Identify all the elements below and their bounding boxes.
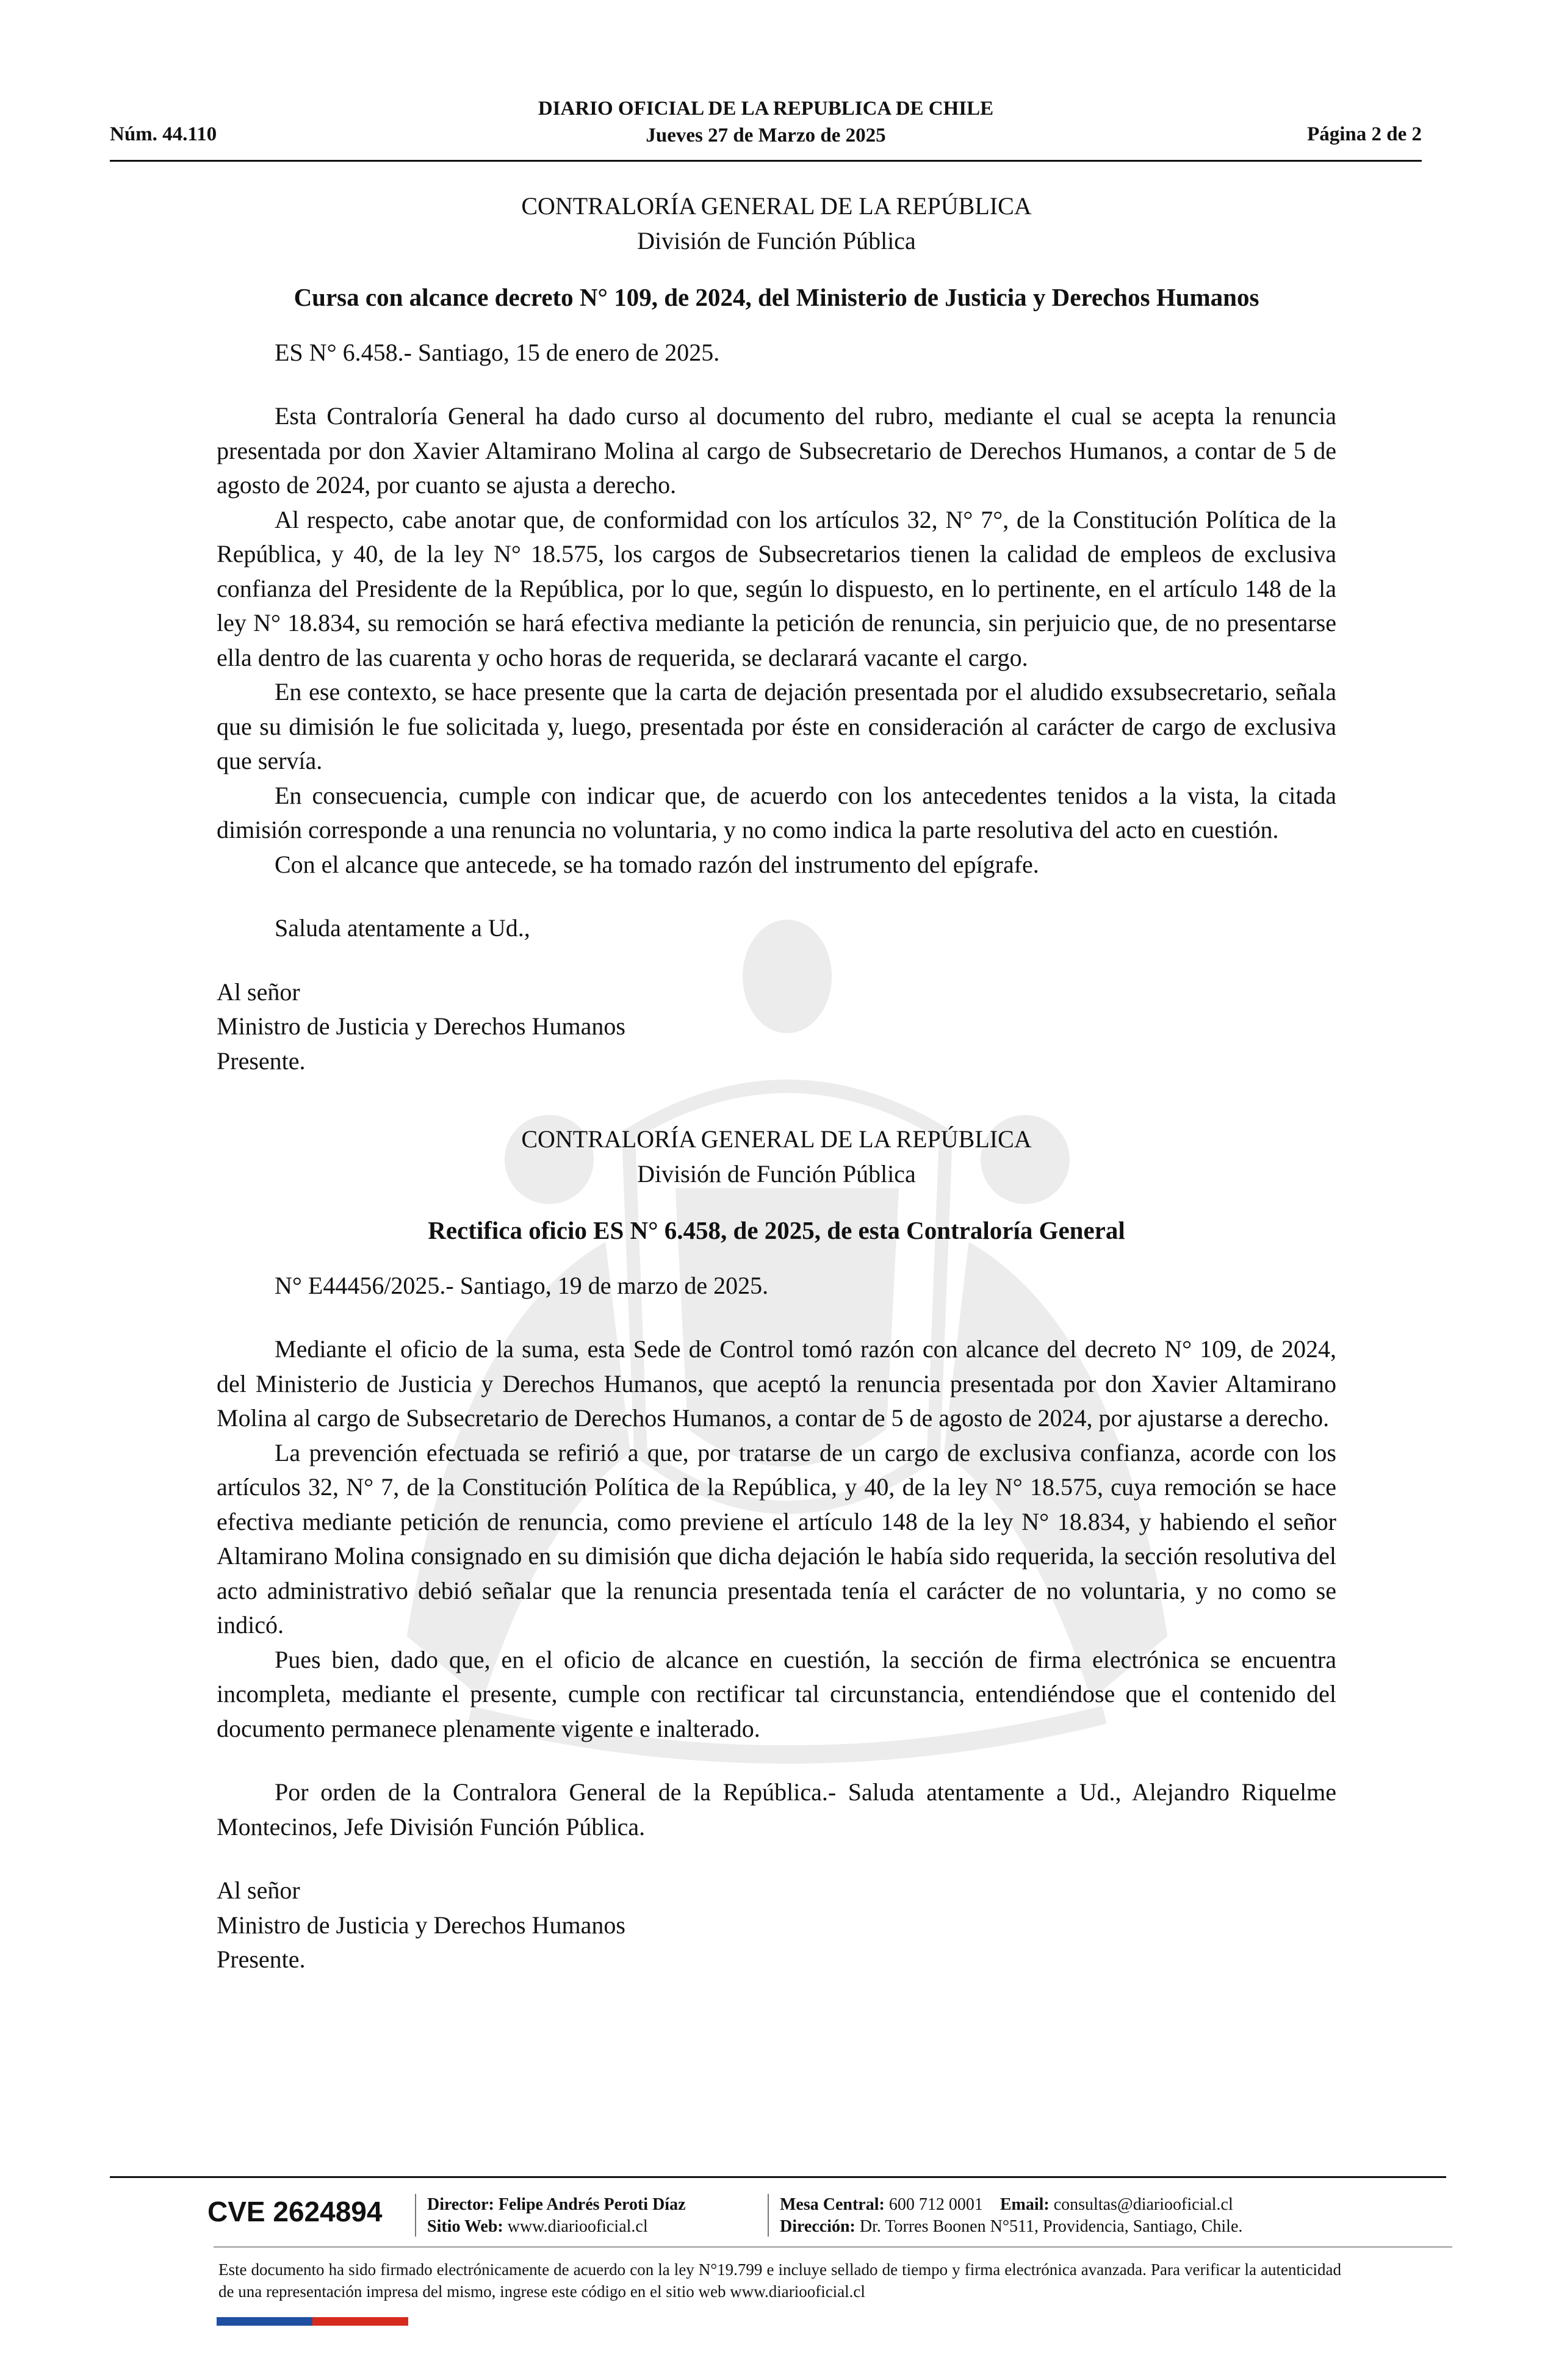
flag-blue-segment	[217, 2317, 312, 2326]
issue-number: Núm. 44.110	[110, 123, 217, 145]
addressee-line: Ministro de Justicia y Derechos Humanos	[217, 1012, 625, 1040]
closing-salutation: Por orden de la Contralora General de la República.- Saluda atentamente a Ud., Alejandro Riquelme Montecinos, Jefe División Función Pública.	[217, 1778, 1336, 1841]
main-content	[217, 189, 1336, 1977]
director-name: Felipe Andrés Peroti Díaz	[498, 2195, 686, 2214]
addressee-line: Al señor	[217, 1877, 300, 1904]
flag-red-segment	[312, 2317, 408, 2326]
document-section-2	[217, 1122, 1336, 1977]
body-paragraph: Esta Contraloría General ha dado curso al documento del rubro, mediante el cual se acepta la renuncia presentada por don Xavier Altamirano Molina al cargo de Subsecretario de Derechos Humanos, a contar de 5 de agosto de 2024, por cuanto se ajusta a derecho.	[217, 402, 1336, 499]
org-name: CONTRALORÍA GENERAL DE LA REPÚBLICA	[521, 1125, 1032, 1153]
division-name: División de Función Pública	[637, 1159, 916, 1188]
document-body	[217, 399, 1336, 882]
address-label: Dirección:	[780, 2217, 855, 2236]
document-reference: ES N° 6.458.- Santiago, 15 de enero de 2025.	[275, 338, 720, 366]
addressee-line: Presente.	[217, 1047, 306, 1075]
contact-info	[780, 2194, 1242, 2238]
body-paragraph: Mediante el oficio de la suma, esta Sede de Control tomó razón con alcance del decreto N° 109, de 2024, del Ministerio de Justicia y Derechos Humanos, que aceptó la renuncia presentada por don Xavier Altamirano Molina al cargo de Subsecretario de Derechos Humanos, a contar de 5 de agosto de 2024, por ajustarse a derecho.	[217, 1335, 1336, 1432]
division-name: División de Función Pública	[637, 226, 916, 254]
flag-stripe	[217, 2317, 408, 2326]
footer-info-row	[110, 2178, 1446, 2246]
footer-separator	[415, 2194, 416, 2237]
addressee-line: Al señor	[217, 978, 300, 1006]
publication-date: Jueves 27 de Marzo de 2025	[646, 124, 886, 146]
page-footer	[110, 2176, 1446, 2302]
mesa-label: Mesa Central:	[780, 2195, 885, 2214]
body-paragraph: En consecuencia, cumple con indicar que, de acuerdo con los antecedentes tenidos a la vista, la citada dimisión corresponde a una renuncia no voluntaria, y no como indica la parte resolutiva del acto en cuestión.	[217, 781, 1336, 843]
mesa-phone: 600 712 0001	[888, 2195, 983, 2214]
closing-salutation: Saluda atentamente a Ud.,	[275, 914, 530, 942]
email-link[interactable]: consultas@diariooficial.cl	[1053, 2195, 1233, 2214]
publication-name: DIARIO OFICIAL DE LA REPUBLICA DE CHILE	[538, 98, 994, 120]
document-reference: N° E44456/2025.- Santiago, 19 de marzo de 2025.	[275, 1271, 769, 1299]
signature-note: Este documento ha sido firmado electrónicamente de acuerdo con la ley N°19.799 e incluye sellado de tiempo y firma electrónica avanzada. Para verificar la autenticidad de una representación impresa del mismo, ingrese este código en el sitio web www.diariooficial.cl	[218, 2260, 1341, 2301]
document-title: Cursa con alcance decreto N° 109, de 2024, del Ministerio de Justicia y Derechos Humanos	[294, 283, 1259, 311]
body-paragraph: Al respecto, cabe anotar que, de conformidad con los artículos 32, N° 7°, de la Constitución Política de la República, y 40, de la ley N° 18.575, los cargos de Subsecretarios tienen la calidad de empleos de exclusiva confianza del Presidente de la República, por lo que, según lo dispuesto, en lo pertinente, en el artículo 148 de la ley N° 18.834, su remoción se hará efectiva mediante la petición de renuncia, sin perjuicio que, de no presentarse ella dentro de las cuarenta y ocho horas de requerida, se declarará vacante el cargo.	[217, 505, 1336, 671]
cve-code: CVE 2624894	[207, 2196, 383, 2227]
page-number: Página 2 de 2	[1307, 123, 1422, 145]
body-paragraph: Con el alcance que antecede, se ha tomado razón del instrumento del epígrafe.	[275, 850, 1039, 878]
page-header	[110, 92, 1422, 162]
director-label: Director:	[427, 2195, 494, 2214]
document-body	[217, 1332, 1336, 1746]
addressee-block	[217, 1873, 1336, 1977]
director-info	[427, 2194, 686, 2238]
website-link[interactable]: www.diariooficial.cl	[507, 2217, 648, 2236]
footer-separator	[768, 2194, 769, 2237]
footer-note-divider	[214, 2246, 1452, 2248]
document-title: Rectifica oficio ES N° 6.458, de 2025, de esta Contraloría General	[428, 1216, 1125, 1244]
body-paragraph: La prevención efectuada se refirió a que, por tratarse de un cargo de exclusiva confianza, acorde con los artículos 32, N° 7, de la Constitución Política de la República, y 40, de la ley N° 18.575, cuya remoción se hace efectiva mediante petición de renuncia, como previene el artículo 148 de la ley N° 18.834, y habiendo el señor Altamirano Molina consignado en su dimisión que dicha dejación le había sido requerida, la sección resolutiva del acto administrativo debió señalar que la renuncia presentada tenía el carácter de no voluntaria, y no como se indicó.	[217, 1438, 1336, 1639]
publication-title-block	[110, 95, 1422, 149]
addressee-line: Presente.	[217, 1945, 306, 1973]
addressee-block	[217, 975, 1336, 1079]
office-address: Dr. Torres Boonen N°511, Providencia, Santiago, Chile.	[859, 2217, 1243, 2236]
body-paragraph: En ese contexto, se hace presente que la carta de dejación presentada por el aludido exsubsecretario, señala que su dimisión le fue solicitada y, luego, presentada por éste en consideración al carácter de cargo de exclusiva que servía.	[217, 678, 1336, 774]
email-label: Email:	[1000, 2195, 1050, 2214]
body-paragraph: Pues bien, dado que, en el oficio de alcance en cuestión, la sección de firma electrónica se encuentra incompleta, mediante el presente, cumple con rectificar tal circunstancia, entendiéndose que el contenido del documento permanece plenamente vigente e inalterado.	[217, 1645, 1336, 1742]
org-name: CONTRALORÍA GENERAL DE LA REPÚBLICA	[521, 192, 1032, 220]
website-label: Sitio Web:	[427, 2217, 503, 2236]
addressee-line: Ministro de Justicia y Derechos Humanos	[217, 1911, 625, 1939]
document-section-1	[217, 189, 1336, 1078]
